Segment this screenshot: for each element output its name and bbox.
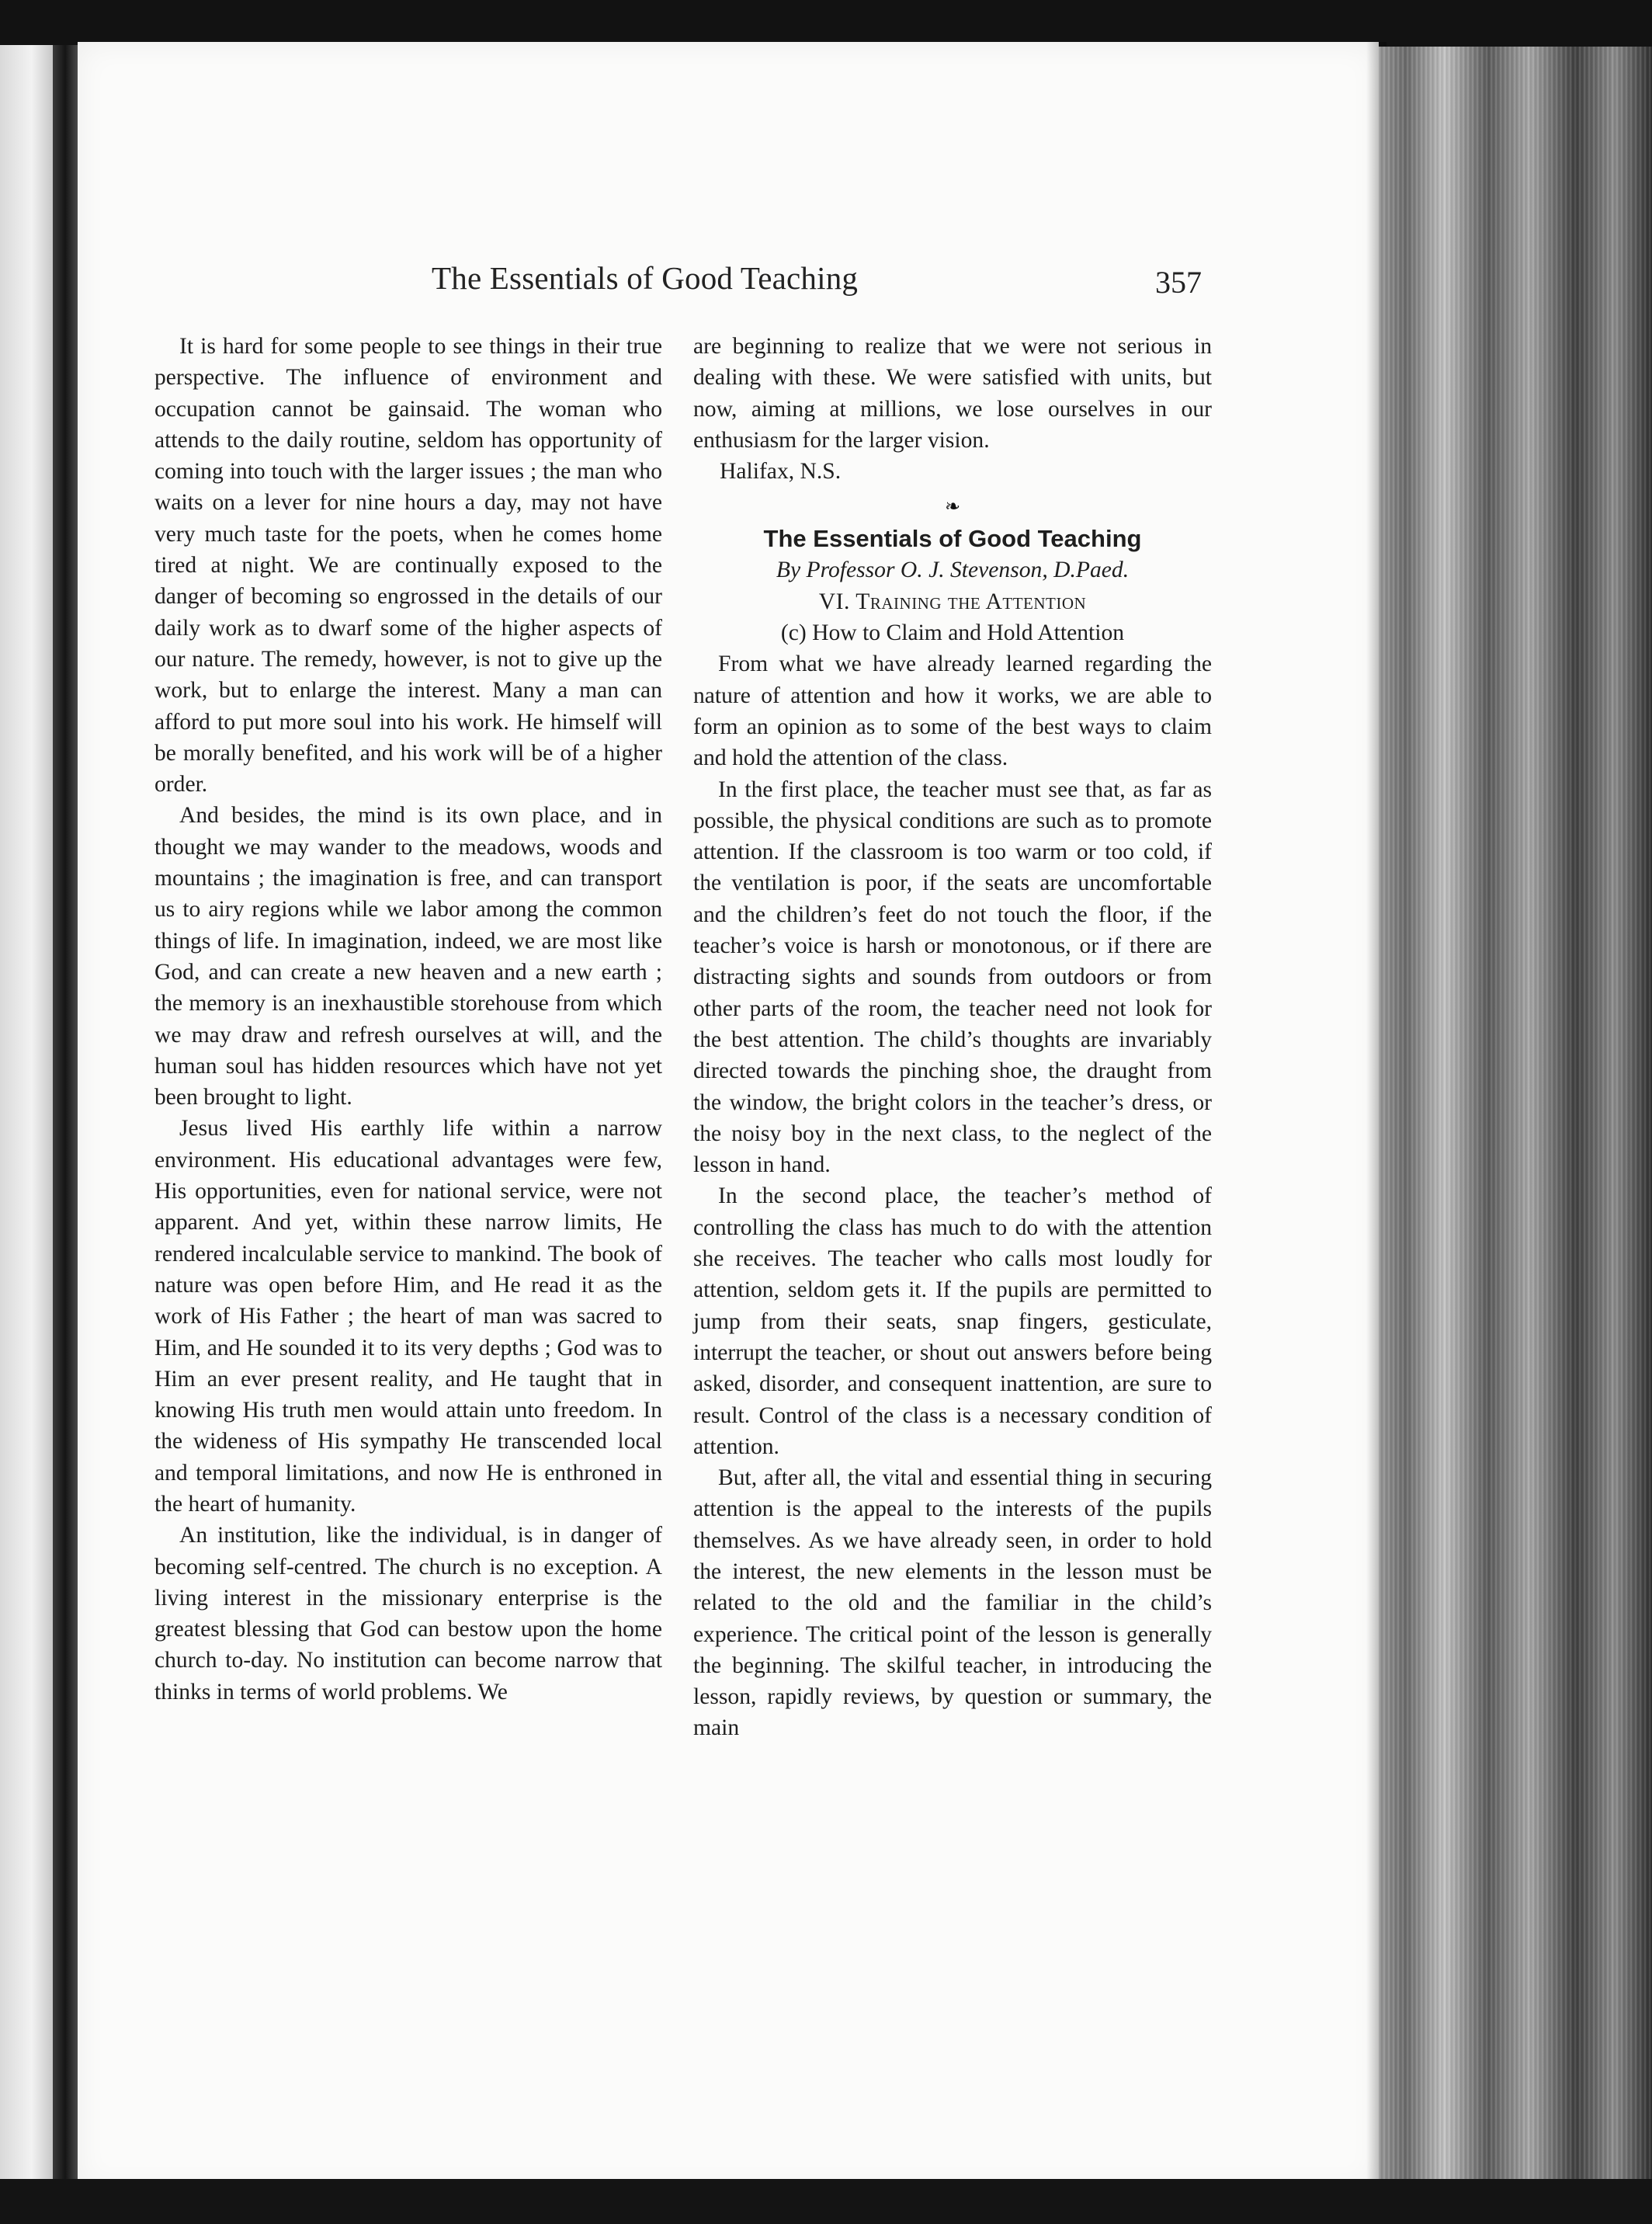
body-paragraph: Jesus lived His earthly life within a narrow environment. His educational advantages were few, His opportunities, even for national service, were not apparent. And yet, within these narrow limits, He rendered incalculable service to mankind. The book of nature was open before Him, and He read it as the work of His Father ; the heart of man was sacred to Him, and He sounded it to its very depths ; God was to Him an ever present reality, and He taught that in knowing His truth men would attain unto freedom. In the wideness of His sympathy He transcended local and temporal limitations, and now He is enthroned in the heart of humanity. (154, 1116, 662, 1517)
body-paragraph: From what we have already learned regarding the nature of attention and how it works, we are able to form an opinion as to some of the best ways to claim and hold the attention of the class. (693, 652, 1212, 771)
place-signature: Halifax, N.S. (720, 459, 842, 485)
book-fore-edge (1379, 47, 1652, 2190)
running-head-title: The Essentials of Good Teaching (432, 260, 859, 296)
book-gutter (53, 45, 78, 2196)
subsection-heading: (c) How to Claim and Hold Attention (780, 620, 1125, 646)
body-paragraph: An institution, like the individual, is in danger of becoming self-centred. The church is no exception. A living interest in the missionary enterprise is the greatest blessing that God can bestow upon the home church to-day. No institution can become narrow that thinks in terms of world problems. We (154, 1523, 662, 1704)
body-paragraph: In the first place, the teacher must see that, as far as possible, the physical conditions are such as to promote attention. If the classroom is too warm or too cold, if the ventilation is poor, if the seats are uncomfortable and the children’s feet do not touch the floor, if the teacher’s voice is harsh or monotonous, or if there are distracting sights and sounds from outdoors or from other parts of the room, the teacher need not look for the best attention. The child’s thoughts are invariably directed towards the pinching shoe, the draught from the window, the bright colors in the teacher’s dress, or the noisy boy in the next class, to the neglect of the lesson in hand. (693, 777, 1212, 1178)
section-heading: VI. Training the Attention (818, 589, 1087, 614)
body-paragraph: It is hard for some people to see things in their true perspective. The influence of environment and occupation cannot be gainsaid. The woman who attends to the daily routine, seldom has opportunity of coming into touch with the larger issues ; the man who waits on a lever for nine hours a day, may not have very much taste for the poets, when he comes home tired at night. We are continually exposed to the danger of becoming so engrossed in the details of our daily work as to dwarf some of the higher aspects of our nature. The remedy, however, is not to give up the work, but to enlarge the interest. Many a man can afford to put more soul into his work. He himself will be morally benefited, and his work will be of a higher order. (154, 334, 662, 798)
right-column (693, 331, 1212, 1744)
left-column (154, 331, 662, 1708)
fleuron-ornament-icon: ❧ (944, 497, 961, 518)
body-paragraph: In the second place, the teacher’s method of controlling the class has much to do with the attention she receives. The teacher who calls most loudly for attention, seldom gets it. If the pupils are permitted to jump from their seats, snap fingers, gesticulate, interrupt the teacher, or shout out answers before being asked, disorder, and consequent inattention, are sure to result. Control of the class is a necessary condition of attention. (693, 1183, 1212, 1459)
body-paragraph: And besides, the mind is its own place, and in thought we may wander to the meadows, woods and mountains ; the imagination is free, and can transport us to airy regions while we labor among the common things of life. In imagination, indeed, we are most like God, and can create a new heaven and a new earth ; the memory is an inexhaustible storehouse from which we may draw and refresh ourselves at will, and the human soul has hidden resources which have not yet been brought to light. (154, 803, 662, 1110)
continued-paragraph: are beginning to realize that we were not serious in dealing with these. We were satisfied with units, but now, aiming at millions, we lose ourselves in our enthusiasm for the larger vision. (693, 334, 1212, 453)
facing-page-edge (0, 45, 53, 2190)
scan-bottom-border (0, 2179, 1652, 2224)
article-title: The Essentials of Good Teaching (763, 525, 1142, 553)
page-number: 357 (1155, 265, 1202, 300)
article-byline: By Professor O. J. Stevenson, D.Paed. (776, 558, 1130, 583)
body-paragraph: But, after all, the vital and essential thing in securing attention is the appeal to the interests of the pupils themselves. As we have already seen, in order to hold the interest, the new elements in the lesson must be related to the old and the familiar in the child’s experience. The critical point of the lesson is generally the beginning. The skilful teacher, in introducing the lesson, rapidly reviews, by question or summary, the main (693, 1465, 1212, 1741)
